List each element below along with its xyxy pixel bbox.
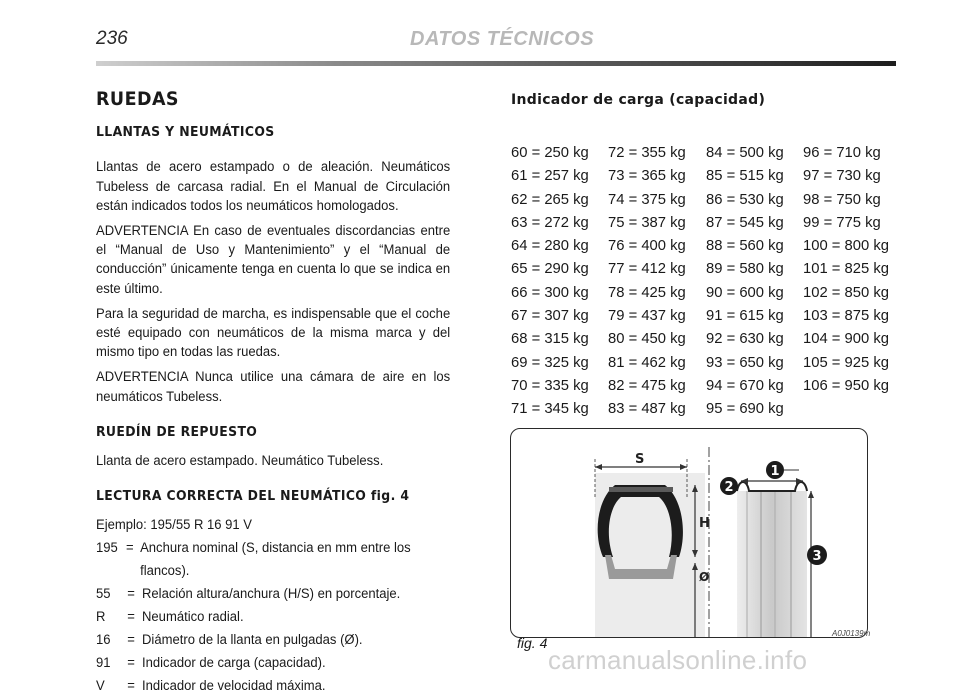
load-entry: 86 = 530 kg bbox=[706, 191, 784, 208]
load-entry: 67 = 307 kg bbox=[511, 308, 589, 325]
load-entry: 99 = 775 kg bbox=[803, 214, 881, 231]
tire-code-row: V = Indicador de velocidad máxima. bbox=[96, 678, 326, 695]
load-entry: 70 = 335 kg bbox=[511, 377, 589, 394]
load-entry: 69 = 325 kg bbox=[511, 354, 589, 371]
load-column bbox=[608, 142, 706, 422]
load-entry: 81 = 462 kg bbox=[608, 354, 686, 371]
load-entry: 90 = 600 kg bbox=[706, 284, 784, 301]
load-column bbox=[511, 142, 608, 422]
load-entry: 106 = 950 kg bbox=[803, 377, 889, 394]
load-entry: 72 = 355 kg bbox=[608, 145, 686, 161]
load-column bbox=[803, 142, 903, 422]
load-entry: 98 = 750 kg bbox=[803, 191, 881, 208]
example-line: Ejemplo: 195/55 R 16 91 V bbox=[96, 517, 253, 534]
llantas-paragraph-3: Para la seguridad de marcha, es indispensable que el coche esté equipado con neumáticos de la misma marca y del mismo tipo en todas las ruedas. bbox=[96, 305, 451, 361]
diameter-label: Ø bbox=[699, 570, 710, 584]
llantas-heading: LLANTAS Y NEUMÁTICOS bbox=[96, 124, 275, 141]
section-title: DATOS TÉCNICOS bbox=[410, 28, 595, 50]
load-entry: 71 = 345 kg bbox=[511, 401, 589, 418]
tire-code-row: 55 = Relación altura/anchura (H/S) en porcentaje. bbox=[96, 586, 401, 603]
load-entry: 74 = 375 kg bbox=[608, 191, 686, 208]
llantas-paragraph-4: ADVERTENCIA Nunca utilice una cámara de aire en los neumáticos Tubeless. bbox=[96, 369, 451, 405]
repuesto-text: Llanta de acero estampado. Neumático Tubeless. bbox=[96, 453, 384, 470]
load-entry: 105 = 925 kg bbox=[803, 354, 889, 371]
s-label: S bbox=[635, 452, 645, 467]
svg-text:1: 1 bbox=[770, 464, 780, 479]
load-entry: 75 = 387 kg bbox=[608, 214, 686, 231]
load-entry: 100 = 800 kg bbox=[803, 238, 889, 255]
load-entry: 64 = 280 kg bbox=[511, 238, 589, 255]
load-entry: 96 = 710 kg bbox=[803, 145, 881, 161]
load-entry: 85 = 515 kg bbox=[706, 168, 784, 185]
header-rule bbox=[96, 61, 896, 66]
watermark: carmanualsonline.info bbox=[548, 645, 808, 675]
load-entry: 66 = 300 kg bbox=[511, 284, 589, 301]
load-entry: 87 = 545 kg bbox=[706, 214, 784, 231]
load-entry: 104 = 900 kg bbox=[803, 331, 889, 348]
load-entry: 93 = 650 kg bbox=[706, 354, 784, 371]
tire-code-row: R = Neumático radial. bbox=[96, 609, 244, 626]
load-entry: 92 = 630 kg bbox=[706, 331, 784, 348]
load-entry: 77 = 412 kg bbox=[608, 261, 686, 278]
load-entry: 103 = 875 kg bbox=[803, 308, 889, 325]
load-entry: 84 = 500 kg bbox=[706, 145, 784, 161]
ruedas-title: RUEDAS bbox=[96, 88, 179, 110]
load-entry: 83 = 487 kg bbox=[608, 401, 686, 418]
load-entry: 65 = 290 kg bbox=[511, 261, 589, 278]
llantas-paragraph-1: Llantas de acero estampado o de aleación. Neumáticos Tubeless de carcasa radial. En el Manual de Circulación están indicados todos los neumáticos homologados. bbox=[96, 159, 451, 214]
svg-text:3: 3 bbox=[812, 549, 822, 564]
load-entry: 73 = 365 kg bbox=[608, 168, 686, 185]
tire-code-list bbox=[96, 537, 450, 698]
load-entry: 61 = 257 kg bbox=[511, 168, 589, 185]
tire-code-row: 16 = Diámetro de la llanta en pulgadas (Ø). bbox=[96, 632, 363, 649]
load-entry: 76 = 400 kg bbox=[608, 238, 686, 255]
load-entry: 102 = 850 kg bbox=[803, 284, 889, 301]
tire-code-row: 91 = Indicador de carga (capacidad). bbox=[96, 655, 326, 672]
svg-text:2: 2 bbox=[724, 480, 734, 495]
load-entry: 80 = 450 kg bbox=[608, 331, 686, 348]
figure-code: A0J0139m bbox=[832, 629, 871, 638]
load-entry: 94 = 670 kg bbox=[706, 377, 784, 394]
lectura-heading: LECTURA CORRECTA DEL NEUMÁTICO fig. 4 bbox=[96, 488, 410, 505]
load-entry: 78 = 425 kg bbox=[608, 284, 686, 301]
page-number: 236 bbox=[96, 28, 128, 49]
load-entry: 97 = 730 kg bbox=[803, 168, 881, 185]
figure-caption: fig. 4 bbox=[517, 635, 548, 651]
load-entry: 88 = 560 kg bbox=[706, 238, 784, 255]
load-entry: 95 = 690 kg bbox=[706, 401, 784, 418]
load-entry: 68 = 315 kg bbox=[511, 331, 589, 348]
load-column bbox=[706, 142, 803, 422]
load-index-title: Indicador de carga (capacidad) bbox=[511, 92, 766, 108]
load-entry: 60 = 250 kg bbox=[511, 145, 589, 161]
llantas-paragraph-2: ADVERTENCIA En caso de eventuales discordancias entre el “Manual de Uso y Mantenimiento” y el “Manual de conducción” únicamente tenga en cuenta lo que se indica en este último. bbox=[96, 223, 451, 297]
tire-figure bbox=[510, 428, 871, 638]
repuesto-heading: RUEDÍN DE REPUESTO bbox=[96, 423, 258, 440]
load-entry: 79 = 437 kg bbox=[608, 308, 686, 325]
tire-cross-section-diagram bbox=[511, 429, 867, 637]
load-entry: 91 = 615 kg bbox=[706, 308, 784, 325]
load-entry: 63 = 272 kg bbox=[511, 214, 589, 231]
load-entry: 101 = 825 kg bbox=[803, 261, 889, 278]
left-column bbox=[96, 90, 450, 698]
load-index-table bbox=[511, 142, 903, 422]
tire-code-row: 195 = Anchura nominal (S, distancia en mm entre los flancos). bbox=[96, 540, 411, 580]
h-label: H bbox=[699, 516, 710, 531]
load-entry: 89 = 580 kg bbox=[706, 261, 784, 278]
load-entry: 82 = 475 kg bbox=[608, 377, 686, 394]
load-entry: 62 = 265 kg bbox=[511, 191, 589, 208]
